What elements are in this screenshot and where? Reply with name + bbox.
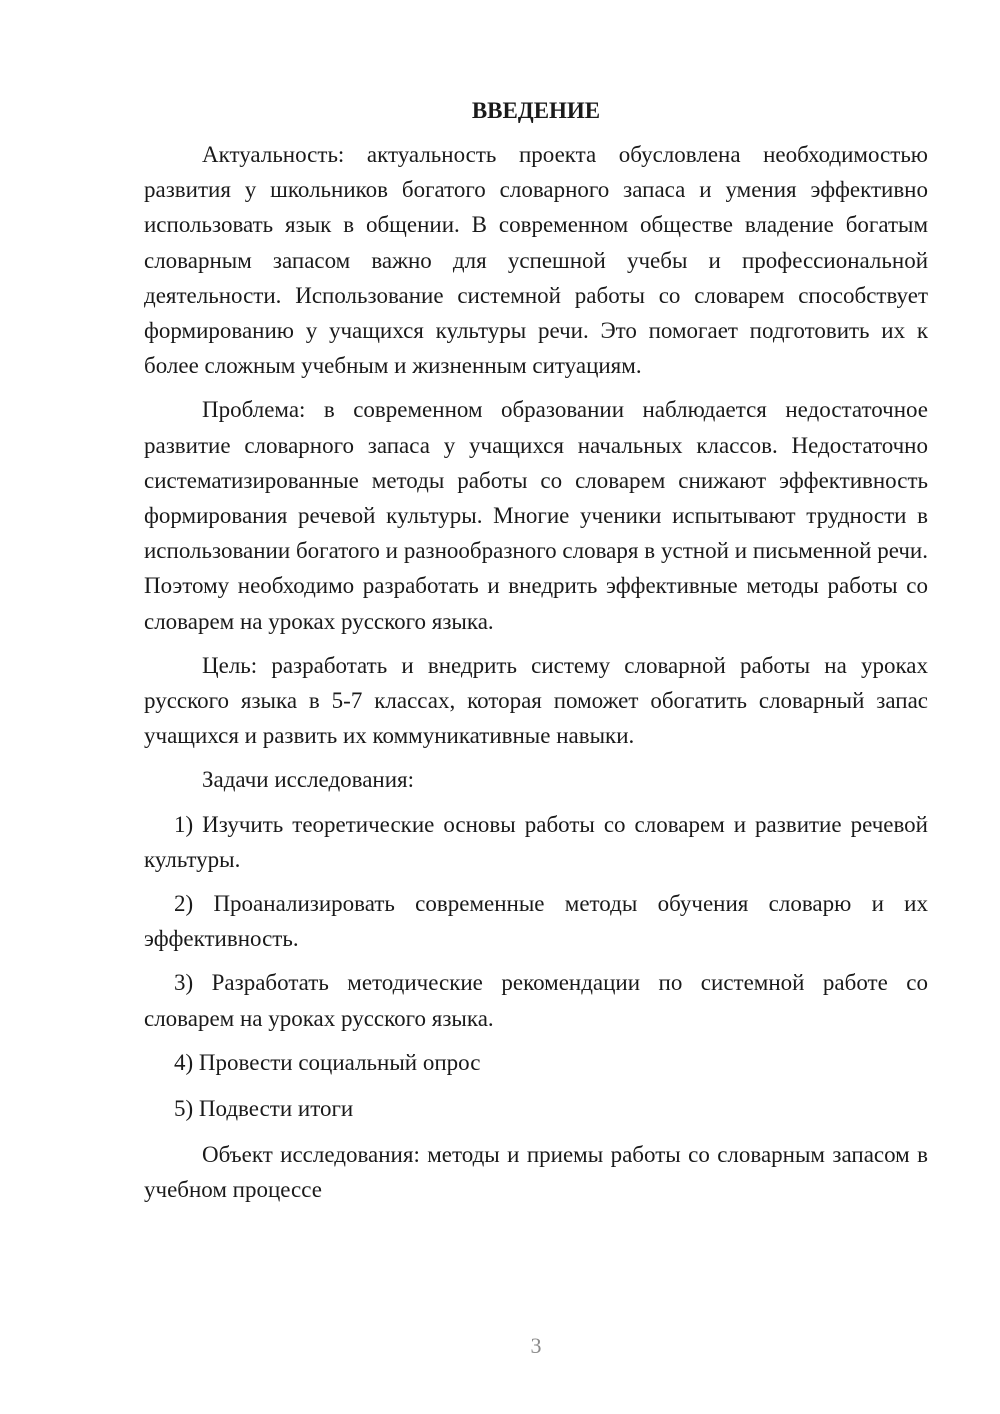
- task-item-5: 5) Подвести итоги: [174, 1096, 354, 1122]
- section-title: ВВЕДЕНИЕ: [471, 98, 601, 123]
- problem-paragraph: Проблема: в современном образовании наблюдается недостаточное развитие словарного запаса у учащихся начальных классов. Недостаточно систематизированные методы работы со словарем снижают эффективность формирования речевой культуры. Многие ученики испытывают трудности в использовании богатого и разнообразного словаря в устной и письменной речи. Поэтому необходимо разработать и внедрить эффективные методы работы со словарем на уроках русского языка.: [144, 397, 928, 634]
- task-item-3: 3) Разработать методические рекомендации по системной работе со словарем на уроках русского языка.: [144, 970, 928, 1031]
- page-content: [144, 96, 928, 1217]
- relevance-paragraph: Актуальность: актуальность проекта обусловлена необходимостью развития у школьников богатого словарного запаса и умения эффективно использовать язык в общении. В современном обществе владение богатым словарным запасом важно для успешной учебы и профессиональной деятельности. Использование системной работы со словарем способствует формированию у учащихся культуры речи. Это помогает подготовить их к более сложным учебным и жизненным ситуациям.: [144, 142, 928, 379]
- page-number: 3: [530, 1333, 542, 1358]
- task-item-1: 1) Изучить теоретические основы работы со словарем и развитие речевой культуры.: [144, 811, 928, 872]
- task-item-2: 2) Проанализировать современные методы обучения словарю и их эффективность.: [144, 891, 928, 952]
- tasks-heading: Задачи исследования:: [202, 767, 415, 793]
- task-item-4: 4) Провести социальный опрос: [174, 1049, 481, 1075]
- goal-paragraph: Цель: разработать и внедрить систему словарной работы на уроках русского языка в 5-7 классах, которая поможет обогатить словарный запас учащихся и развить их коммуникативные навыки.: [144, 652, 928, 749]
- object-paragraph: Объект исследования: методы и приемы работы со словарным запасом в учебном процессе: [144, 1142, 928, 1203]
